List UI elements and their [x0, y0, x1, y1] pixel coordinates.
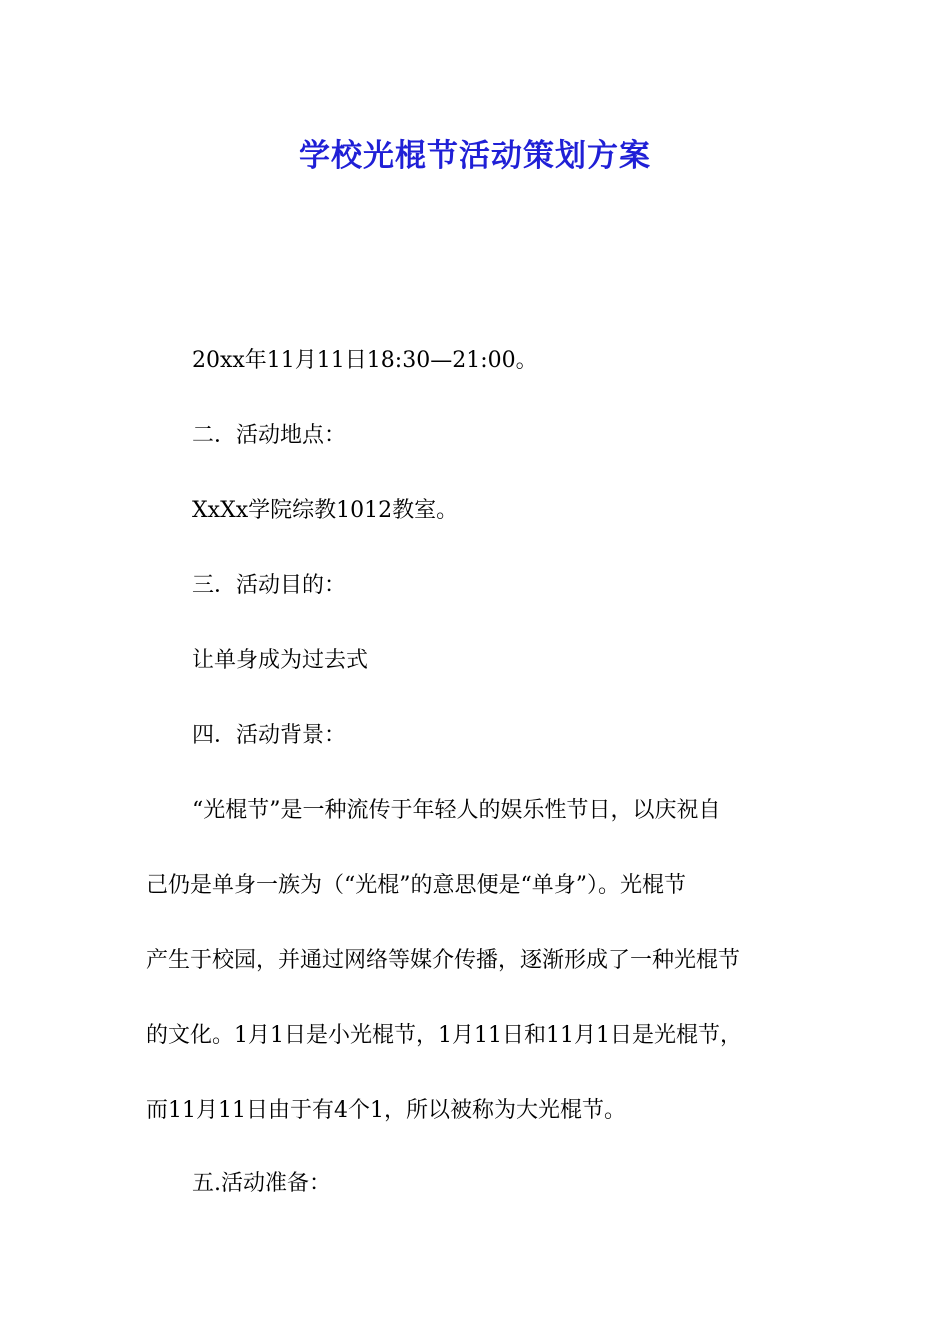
background-paragraph-line: 己仍是单身一族为（“光棍”的意思便是“单身”）。光棍节: [146, 873, 686, 898]
background-paragraph-line: “光棍节”是一种流传于年轻人的娱乐性节日，以庆祝自: [192, 798, 721, 823]
background-paragraph-line: 产生于校园，并通过网络等媒介传播，逐渐形成了一种光棍节: [146, 948, 741, 973]
activity-location-text: XxXx学院综教1012教室。: [192, 498, 459, 523]
section-heading-purpose: 三．活动目的：: [192, 573, 347, 598]
background-paragraph-line: 而11月11日由于有4个1，所以被称为大光棍节。: [146, 1098, 626, 1123]
document-title: 学校光棍节活动策划方案: [299, 138, 651, 174]
activity-purpose-text: 让单身成为过去式: [192, 648, 369, 673]
section-heading-preparation: 五.活动准备：: [192, 1171, 331, 1196]
activity-time-text: 20xx年11月11日18:30—21:00。: [192, 348, 538, 373]
background-paragraph-line: 的文化。1月1日是小光棍节，1月11日和11月1日是光棍节，: [146, 1023, 742, 1048]
section-heading-background: 四．活动背景：: [192, 723, 347, 748]
section-heading-location: 二．活动地点：: [192, 423, 347, 448]
